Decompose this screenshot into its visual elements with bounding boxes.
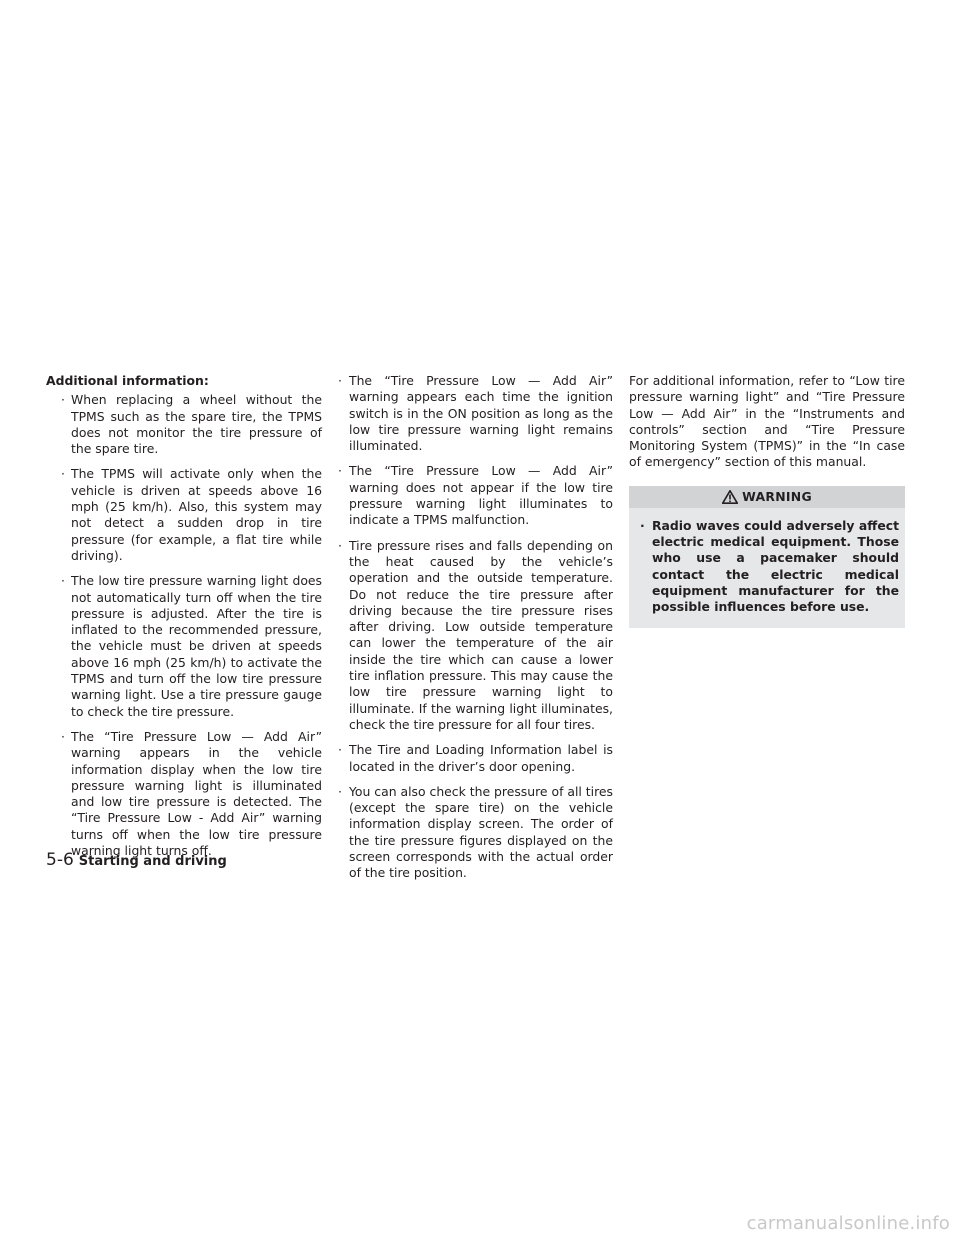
- bullet-dot: ·: [61, 728, 65, 744]
- column-right: [629, 373, 905, 628]
- warning-box: [629, 486, 905, 628]
- section-heading: Additional information:: [46, 373, 209, 388]
- reference-paragraph: For additional information, refer to “Low tire pressure warning light” and “Tire Pressure Low — Add Air” in the “Instruments and controls” section and “Tire Pressure Monitoring System (TPMS)” in the “In case of emergency” section of this manual.: [629, 373, 905, 470]
- list-item: [337, 538, 613, 734]
- list-item: [337, 373, 613, 454]
- bullet-dot: ·: [338, 783, 342, 799]
- warning-header: [629, 486, 905, 508]
- list-item: [46, 392, 322, 457]
- list-item: [337, 784, 613, 882]
- list-item: [337, 742, 613, 775]
- list-item-text: The Tire and Loading Information label is located in the driver’s door opening.: [349, 742, 613, 774]
- list-item-text: The “Tire Pressure Low — Add Air” warning does not appear if the low tire pressure warning light illuminates to indicate a TPMS malfunction.: [349, 463, 613, 528]
- list-item-text: The low tire pressure warning light does not automatically turn off when the tire pressure is adjusted. After the tire is inflated to the recommended pressure, the vehicle must be driven at speeds above 16 mph (25 km/h) to activate the TPMS and turn off the low tire pressure warning light. Use a tire pressure gauge to check the tire pressure.: [71, 573, 322, 719]
- bullet-dot: ·: [338, 463, 342, 479]
- list-item: [337, 463, 613, 528]
- warning-text: Radio waves could adversely affect electric medical equipment. Those who use a pacemaker should contact the electric medical equipment manufacturer for the possible influences before use.: [652, 517, 899, 615]
- list-item: [46, 573, 322, 720]
- list-item: [46, 729, 322, 859]
- bullet-dot: ·: [338, 537, 342, 553]
- bullet-dot: ·: [338, 373, 342, 388]
- bullet-dot: ·: [61, 392, 65, 408]
- bullet-dot: ·: [338, 742, 342, 758]
- list-item-text: The “Tire Pressure Low — Add Air” warning appears in the vehicle information display when the low tire pressure warning light is illuminated and low tire pressure is detected. The “Tire Pressure Low - Add Air” warning turns off when the low tire pressure warning light turns off.: [71, 728, 322, 859]
- column-middle: [337, 373, 613, 891]
- page-number: 5-6: [46, 850, 74, 870]
- list-item-text: The TPMS will activate only when the vehicle is driven at speeds above 16 mph (25 km/h). Also, this system may not detect a sudden drop in tire pressure (for example, a flat tire while driving).: [71, 466, 322, 563]
- bullet-dot: ·: [61, 466, 65, 482]
- watermark: carmanualsonline.info: [746, 1213, 950, 1234]
- warning-item: [637, 518, 899, 616]
- list-item-text: The “Tire Pressure Low — Add Air” warning appears each time the ignition switch is in the ON position as long as the low tire pressure warning light remains illuminated.: [349, 373, 613, 454]
- bullet-list: [46, 392, 322, 859]
- warning-body: [629, 508, 905, 616]
- warning-title: WARNING: [742, 488, 812, 504]
- section-title: Starting and driving: [78, 854, 227, 869]
- bullet-dot: ·: [61, 573, 65, 589]
- bullet-dot: ·: [640, 517, 645, 533]
- list-item-text: Tire pressure rises and falls depending on the heat caused by the vehicle’s operation and the outside temperature. Do not reduce the tire pressure after driving because the tire pressure rises after driving. Low outside temperature can lower the temperature of the air inside the tire which can cause a lower tire inflation pressure. This may cause the low tire pressure warning light to illuminate. If the warning light illuminates, check the tire pressure for all four tires.: [349, 537, 613, 732]
- bullet-list: [337, 373, 613, 882]
- list-item-text: You can also check the pressure of all tires (except the spare tire) on the vehicle information display screen. The order of the tire pressure figures displayed on the screen corresponds with the actual order of the tire position.: [349, 783, 613, 881]
- list-item-text: When replacing a wheel without the TPMS such as the spare tire, the TPMS does not monitor the tire pressure of the spare tire.: [71, 392, 322, 457]
- page-footer: [46, 850, 227, 870]
- warning-triangle-icon: [722, 490, 738, 504]
- list-item: [46, 466, 322, 564]
- column-left: [46, 373, 322, 868]
